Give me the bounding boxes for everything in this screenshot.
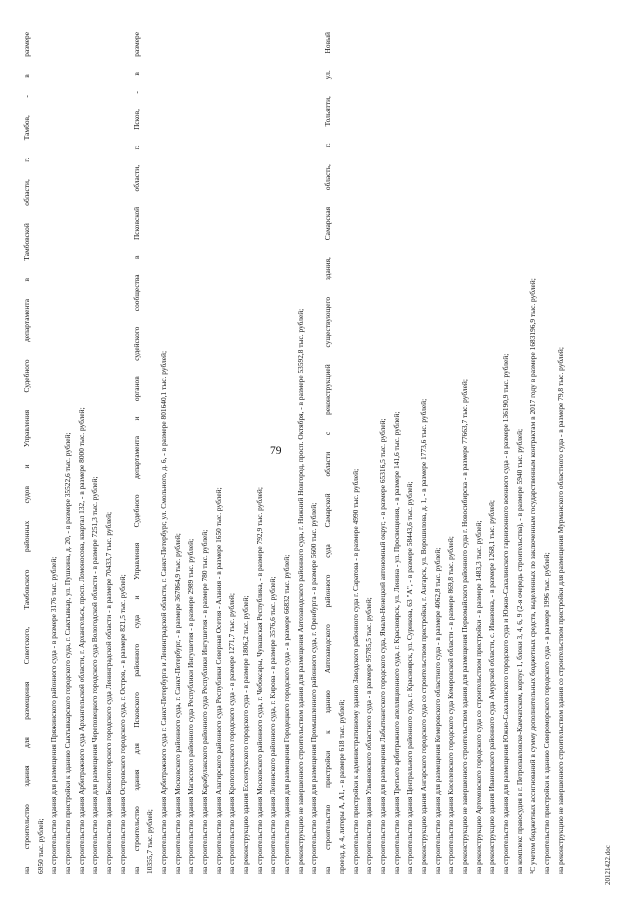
text-line: на строительство здания для размещения Южно-Сахалинского городского суда и Южно-Сахалинского гарнизонного военного суда - в размере 136190,9 тыс. рублей; bbox=[501, 353, 511, 874]
text-line: на строительство здания для размещения Пряжинского районного суда - в размере 3176 тыс. рублей; bbox=[49, 556, 59, 874]
text-line: на строительство здания Алагирского районного суда Республики Северная Осетия - Алания - в размере 1650 тыс. рублей; bbox=[213, 487, 223, 874]
text-line: на реконструкцию не завершенного строительством здания со строительством пристройки для размещения Мурманского областного суда - в размере 79,8 тыс. рублей; bbox=[555, 347, 565, 874]
text-line: на строительство здания Ульяновского областного суда - в размере 95785,5 тыс. рублей; bbox=[364, 597, 374, 874]
text-line: на комплекс правосудия в г. Петропавловске-Камчатском, корпус 1, блоки 3, 4, 6, 9 (2-я очередь строительства), - в размере 5940 тыс. рублей; bbox=[514, 428, 524, 874]
text-body bbox=[20, 32, 568, 874]
text-line: на строительство здания Арбитражного суда г. Санкт-Петербурга и Ленинградской области, г. Санкт-Петербург, ул. Смольного, д. 6, - в размере 801640,1 тыс. рублей; bbox=[158, 350, 168, 874]
text-line: на строительство пристройки к зданию Автозаводского районного суда Самарской области с реконструкцией существующего здания, Самарская область, г. Тольятти, ул. Новый bbox=[323, 32, 333, 874]
page-number: 79 bbox=[270, 445, 282, 457]
text-line: на реконструкцию Артемовского городского суда со строительством пристройки - в размере 1483,3 тыс. рублей; bbox=[473, 520, 483, 874]
text-line: на строительство здания Карабулакского районного суда Республики Ингушетия - в размере 780 тыс. рублей; bbox=[199, 529, 209, 874]
text-line: на строительство здания для размещения Череповецкого городского суда Вологодской области - в размере 7251,3 тыс. рублей; bbox=[90, 476, 100, 874]
text-line: на строительство здания для размещения Промышленного районного суда, г. Оренбурга - в размере 5600 тыс. рублей; bbox=[309, 502, 319, 874]
text-line: на строительство здания для размещения Кемеровского областного суда - в размере 4062,8 тыс. рублей; bbox=[432, 547, 442, 874]
text-line: 10355,7 тыс. рублей; bbox=[145, 809, 155, 874]
text-line: на строительство здания для размещения Городецкого городского суда - в размере 66832 тыс. рублей; bbox=[282, 554, 292, 874]
text-line: на строительство здания Арбитражного суда Архангельской области, г. Архангельск, просп. Ломоносова, квартал 132, - в размере 8000 тыс. рублей; bbox=[76, 407, 86, 874]
text-line: на строительство здания для размещения Советского, Тамбовского районных судов и Управления Судебного департамента в Тамбовской области, г. Тамбов, - в размере bbox=[22, 32, 31, 874]
text-line: 6950 тыс. рублей; bbox=[35, 818, 45, 874]
text-line: на строительство здания Ленинского районного суда, г. Кирова - в размере 3576,6 тыс. рублей; bbox=[268, 576, 278, 874]
text-line: на строительство здания Московского районного суда, г. Чебоксары, Чувашская Республика, - в размере 792,9 тыс. рублей; bbox=[254, 487, 264, 874]
text-line: на строительство здания для размещения Лабытнангского городского суда, Ямало-Ненецкий автономный округ, - в размере 65316,5 тыс. рублей; bbox=[377, 418, 387, 874]
text-line: на строительство здания Третьего арбитражного апелляционного суда, г. Красноярск, ул. Ленина - ул. Просвещения, - в размере 141,6 тыс. рублей; bbox=[391, 411, 401, 874]
text-line: проезд, д. 4, литеры А, А1, - в размере 618 тыс. рублей; bbox=[336, 699, 346, 874]
text-line: на строительство пристройки к зданию Североморского городского суда - в размере 1996 тыс. рублей; bbox=[542, 552, 552, 874]
text-line: на реконструкцию здания Ессентукского городского суда - в размере 1806,2 тыс. рублей; bbox=[241, 595, 250, 874]
text-line: на строительство пристройки к административному зданию Заводского районного суда г. Саратова - в размере 4990 тыс. рублей; bbox=[350, 468, 360, 874]
text-line: на строительство здания Кропоткинского городского суда - в размере 1271,7 тыс. рублей; bbox=[227, 593, 237, 874]
text-line: на строительство здания Центрального районного суда, г. Красноярск, ул. Сурикова, 63 "А", - в размере 58443,6 тыс. рублей; bbox=[405, 481, 415, 874]
text-line: на строительство здания Островского городского суда, г. Остров, - в размере 821,5 тыс. рублей; bbox=[117, 574, 127, 874]
text-line: на реконструкцию не завершенного строительством здания для размещения Первомайского районного суда г. Новосибирска - в размере 77663,7 тыс. рублей; bbox=[460, 379, 469, 874]
text-line: на строительство здания Магасского районного суда Республики Ингушетия - в размере 2989 тыс. рублей; bbox=[186, 538, 196, 874]
text-line: на строительство пристройки к зданию Сыктывкарского городского суда, г. Сыктывкар, ул. Пушкина, д. 20, - в размере 35522,6 тыс. рублей; bbox=[63, 432, 73, 874]
text-line: на реконструкцию здания Ангарского городского суда со строительством пристройки, г. Ангарск, ул. Ворошилова, д. 1, - в размере 1773,6 тыс. рублей; bbox=[418, 398, 428, 874]
text-line: на строительство здания для Псковского районного суда и Управления Судебного департамента и органов судейского сообщества в Псковской области, г. Псков, - в размере bbox=[131, 32, 141, 874]
text-line: на реконструкцию не завершенного строительством здания для размещения Автозаводского районного суда, г. Нижний Новгород, просп. Октября, - в размере 53592,8 тыс. рублей; bbox=[295, 308, 305, 874]
text-line: на строительство здания Бокситогорского городского суда Ленинградской области - в размере 70433,7 тыс. рублей; bbox=[104, 511, 114, 874]
text-line: на строительство здания Московского районного суда, г. Санкт-Петербург, - в размере 367864,9 тыс. рублей; bbox=[172, 533, 182, 874]
footnote-line: ¹С учетом бюджетных ассигнований в сумму дополнительных бюджетных средств, выделенных по заключенным государственным контрактам в 2017 году в размере 1683196,9 тыс. рублей; bbox=[528, 278, 538, 874]
text-line: на строительство здания Киселевского городского суда Кемеровской области - в размере 869,8 тыс. рублей; bbox=[446, 536, 456, 874]
text-line: на реконструкцию здания Ивановского районного суда Амурской области, с. Ивановка, - в размере 1268,1 тыс. рублей; bbox=[487, 500, 497, 874]
footer-file-name: 20121422.doc bbox=[604, 845, 612, 885]
